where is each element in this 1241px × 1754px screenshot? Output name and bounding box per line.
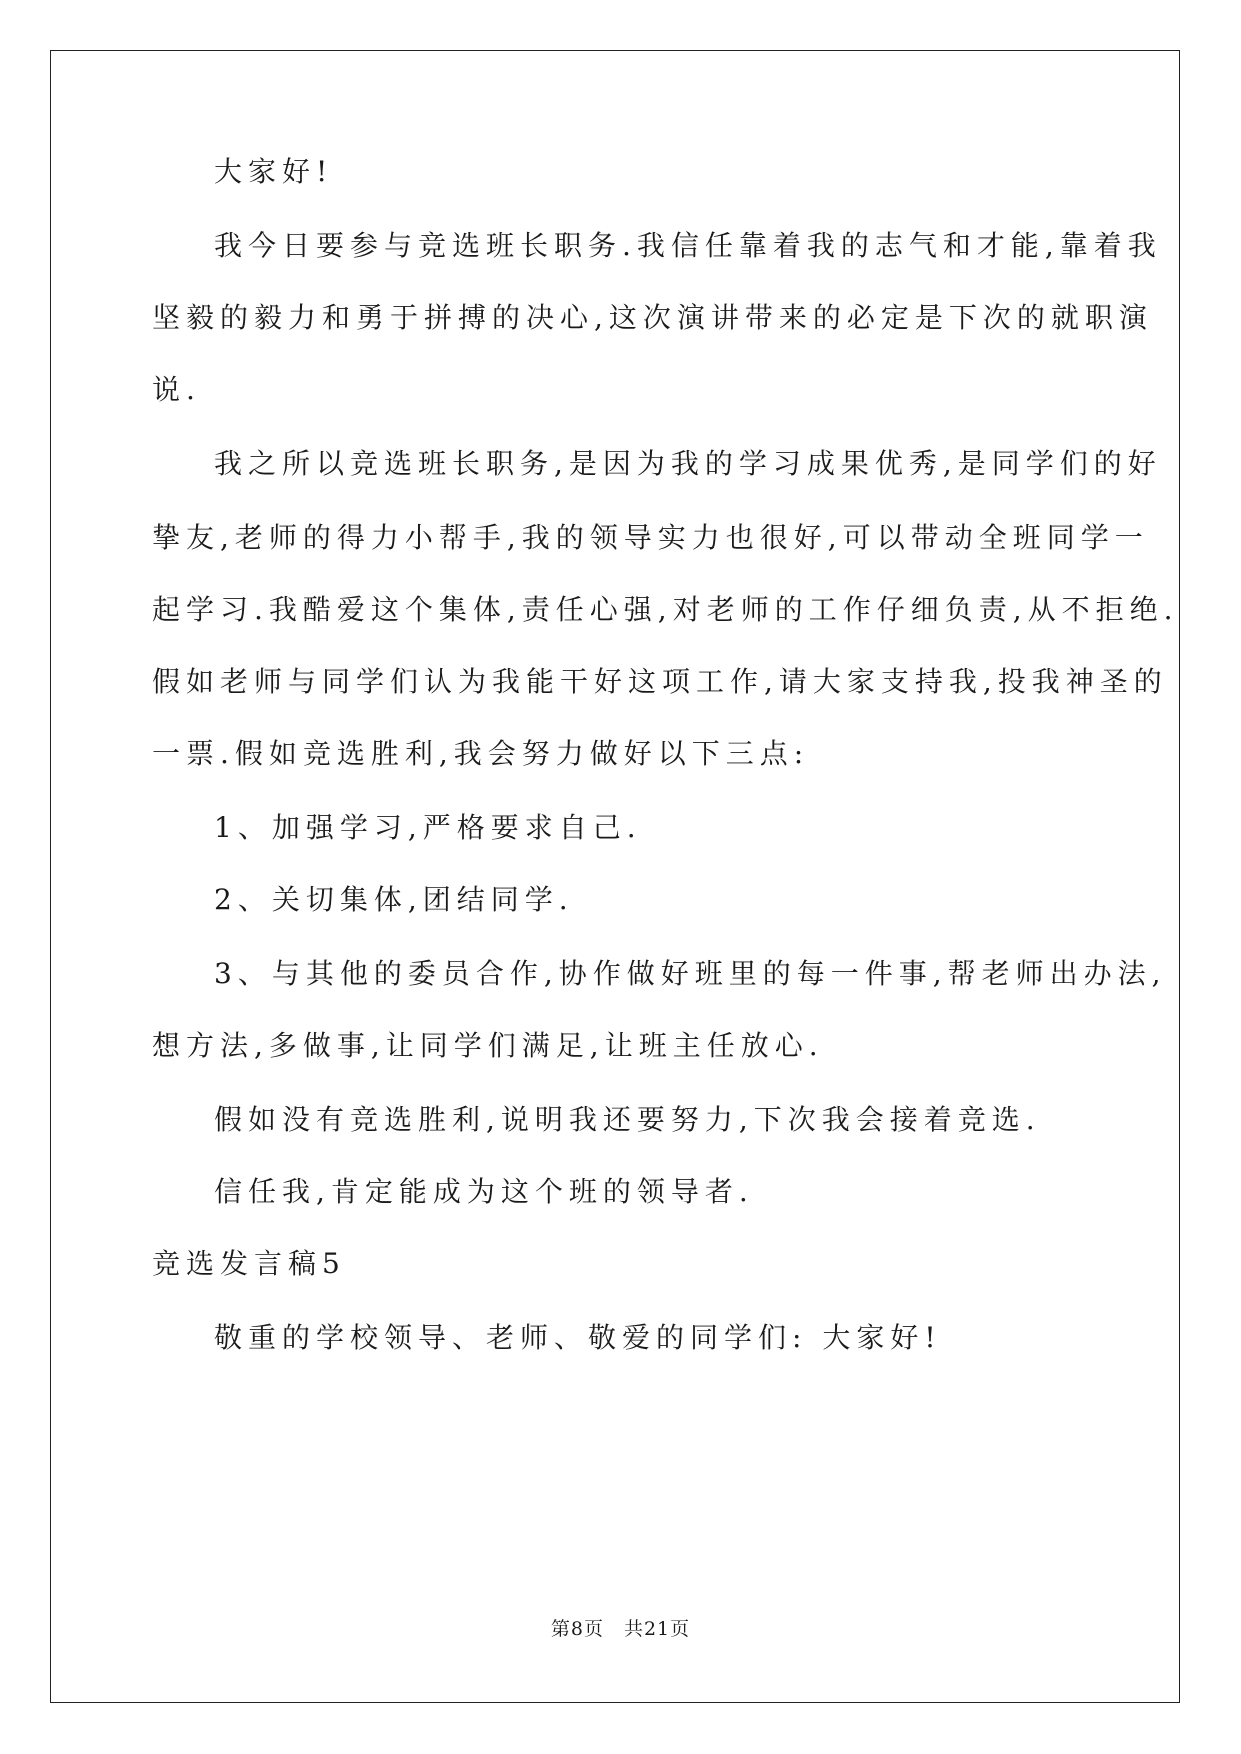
paragraph-line: 想方法,多做事,让同学们满足,让班主任放心. <box>152 1029 824 1062</box>
greeting-line: 大家好! <box>214 155 334 188</box>
page-number: 第8页 <box>550 1618 604 1640</box>
paragraph-line: 挚友,老师的得力小帮手,我的领导实力也很好,可以带动全班同学一 <box>152 521 1149 554</box>
salutation-line: 敬重的学校领导、老师、敬爱的同学们: 大家好! <box>214 1321 942 1354</box>
paragraph-line: 信任我,肯定能成为这个班的领导者. <box>214 1175 754 1208</box>
section-heading: 竞选发言稿5 <box>152 1247 346 1280</box>
list-item: 3、与其他的委员合作,协作做好班里的每一件事,帮老师出办法, <box>214 957 1167 990</box>
paragraph-line: 假如老师与同学们认为我能干好这项工作,请大家支持我,投我神圣的 <box>152 665 1168 698</box>
paragraph-line: 起学习.我酷爱这个集体,责任心强,对老师的工作仔细负责,从不拒绝. <box>152 593 1179 626</box>
list-item: 1、加强学习,严格要求自己. <box>214 811 642 844</box>
page-total: 共21页 <box>623 1618 691 1640</box>
paragraph-line: 我之所以竞选班长职务,是因为我的学习成果优秀,是同学们的好 <box>214 447 1162 480</box>
paragraph-line: 我今日要参与竞选班长职务.我信任靠着我的志气和才能,靠着我 <box>214 229 1162 262</box>
paragraph-line: 假如没有竞选胜利,说明我还要努力,下次我会接着竞选. <box>214 1103 1041 1136</box>
list-item: 2、关切集体,团结同学. <box>214 883 574 916</box>
paragraph-line: 一票.假如竞选胜利,我会努力做好以下三点: <box>152 737 810 770</box>
paragraph-line: 说. <box>152 373 201 406</box>
page-footer <box>0 1616 1241 1642</box>
paragraph-line: 坚毅的毅力和勇于拼搏的决心,这次演讲带来的必定是下次的就职演 <box>152 301 1153 334</box>
